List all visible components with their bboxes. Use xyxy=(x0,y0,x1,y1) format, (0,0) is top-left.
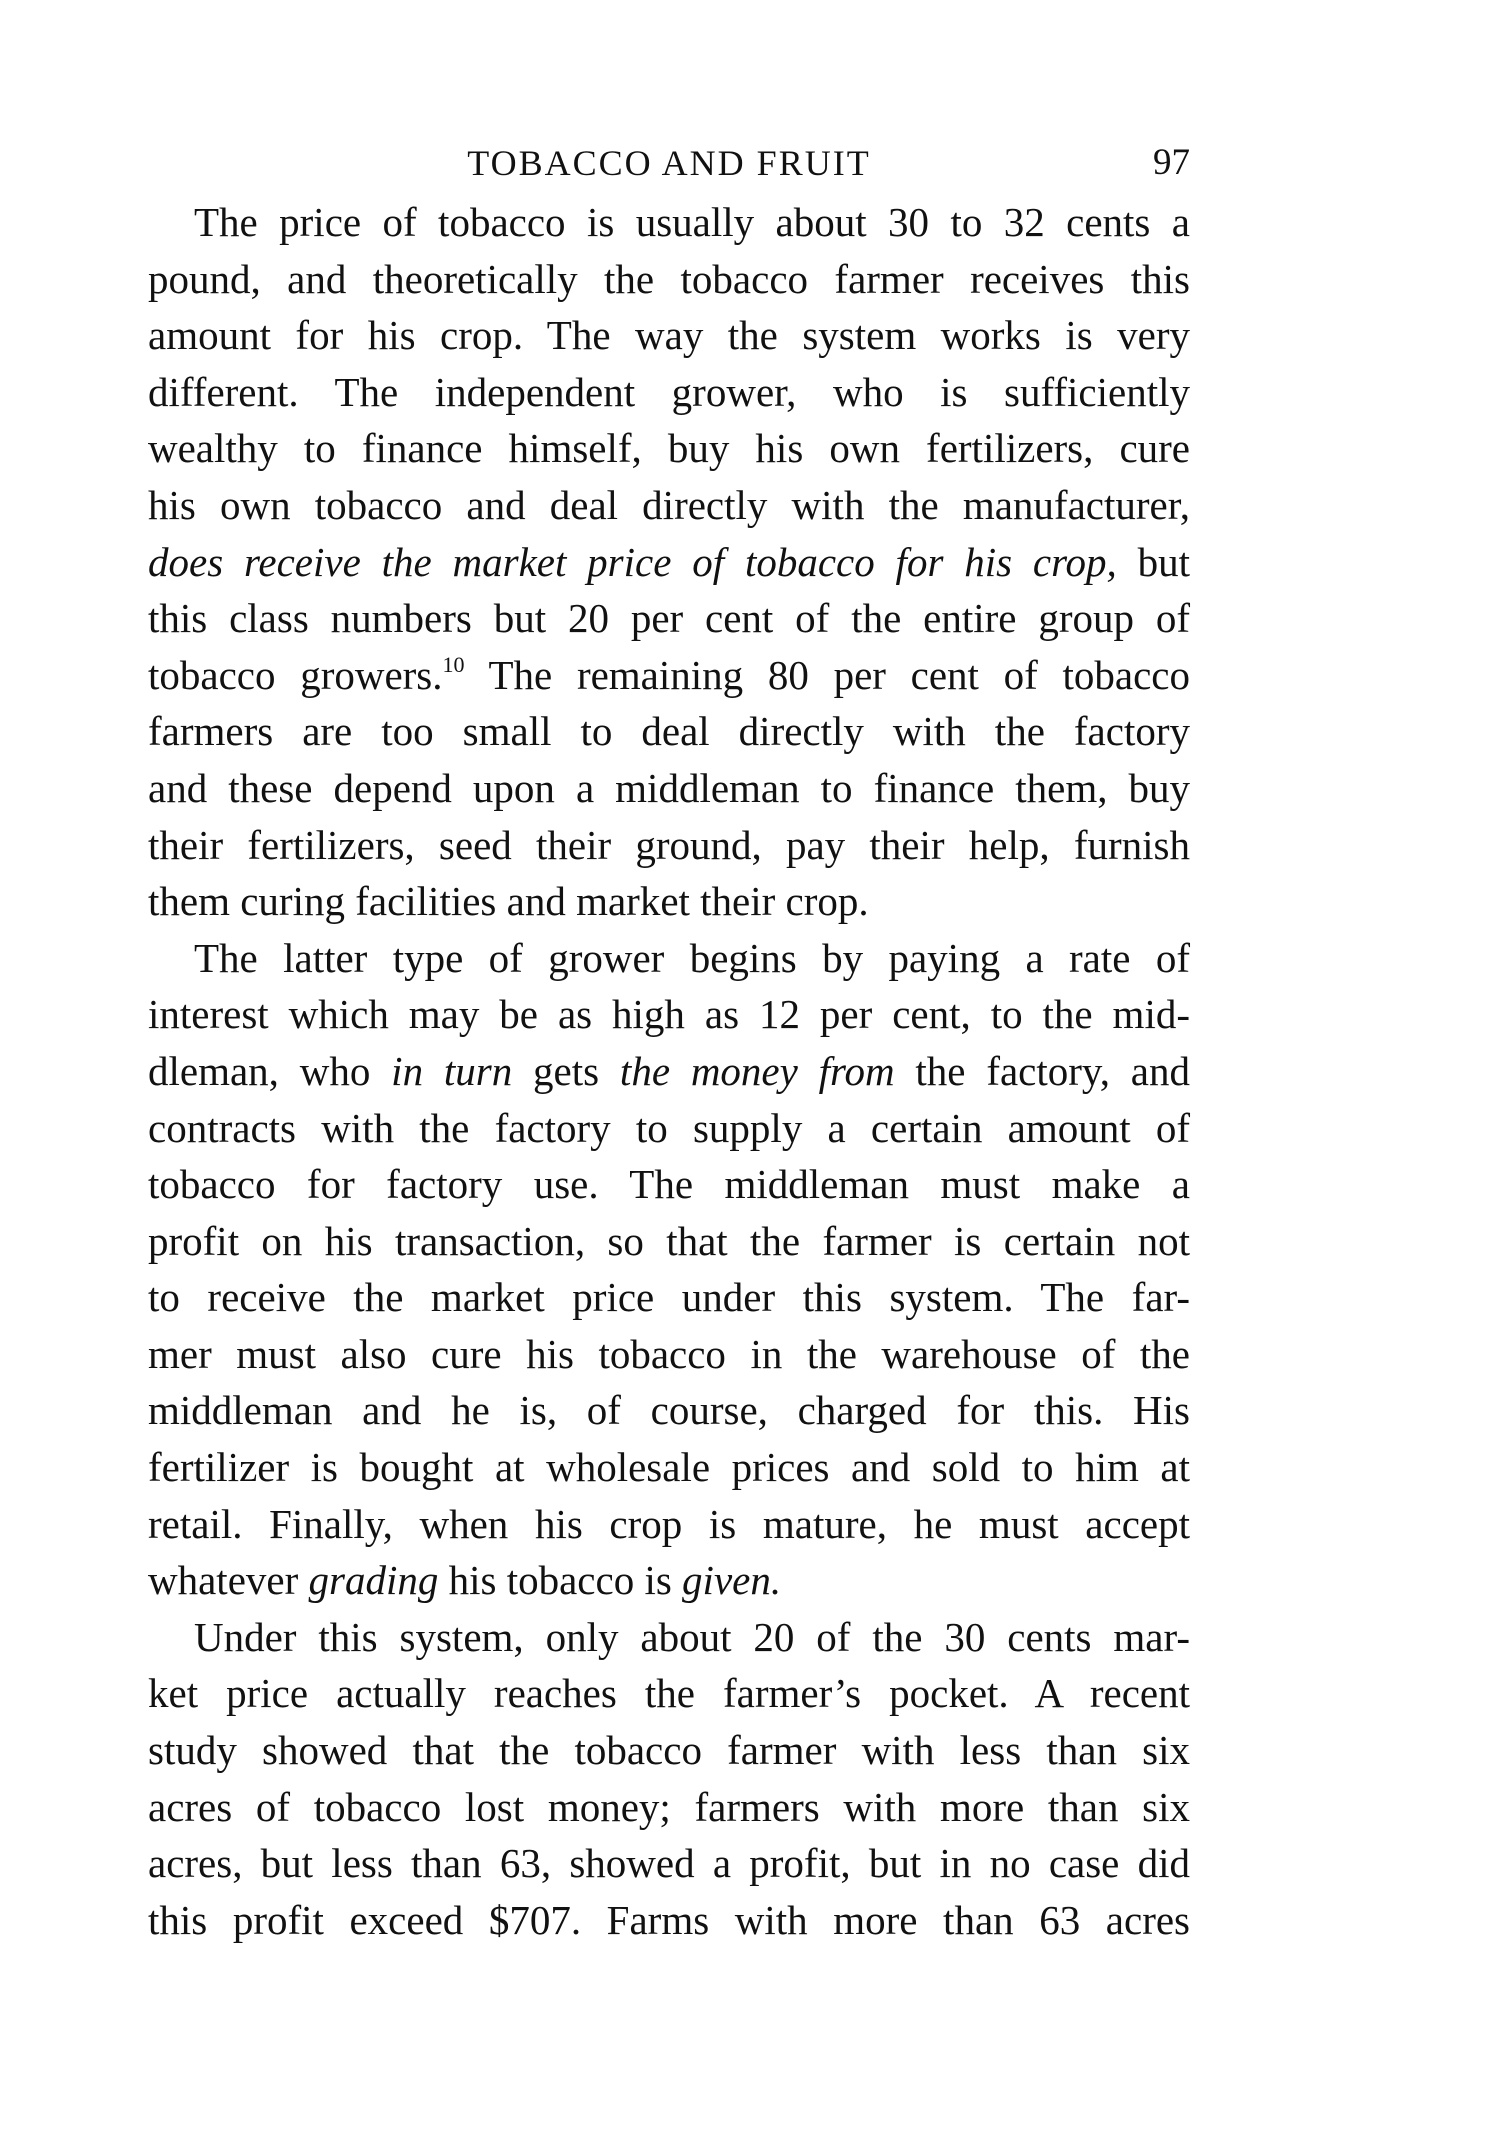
text-run: to receive the market price under this system. The far- xyxy=(148,1274,1190,1321)
text-line xyxy=(148,477,1190,534)
text-line xyxy=(148,590,1190,647)
text-run: profit on his transaction, so that the farmer is certain not xyxy=(148,1217,1190,1264)
text-run: Under this system, only about 20 of the 30 cents mar- xyxy=(194,1613,1190,1660)
text-run: middleman and he is, of course, charged for this. His xyxy=(148,1387,1190,1434)
text-run: grading xyxy=(308,1557,439,1604)
text-run: contracts with the factory to supply a certain amount of xyxy=(148,1104,1190,1151)
text-run: tobacco for factory use. The middleman must make a xyxy=(148,1161,1190,1208)
page-number: 97 xyxy=(1153,142,1190,183)
text-line xyxy=(148,420,1190,477)
text-run: but xyxy=(1116,538,1190,585)
text-line xyxy=(148,930,1190,987)
text-run: their fertilizers, seed their ground, pay their help, furnish xyxy=(148,821,1190,868)
text-run: the factory, and xyxy=(894,1047,1191,1094)
text-run: his tobacco is xyxy=(438,1557,683,1604)
text-line xyxy=(148,364,1190,421)
text-run: and these depend upon a middleman to finance them, buy xyxy=(148,764,1190,811)
text-run: his own tobacco and deal directly with the manufacturer, xyxy=(148,481,1190,528)
text-line xyxy=(148,307,1190,364)
text-run: interest which may be as high as 12 per cent, to the mid- xyxy=(148,991,1190,1038)
text-line xyxy=(148,986,1190,1043)
text-line xyxy=(148,1326,1190,1383)
text-line xyxy=(148,1835,1190,1892)
text-line xyxy=(148,1100,1190,1157)
text-line xyxy=(148,817,1190,874)
body-text xyxy=(148,194,1190,1948)
text-line xyxy=(148,1382,1190,1439)
text-line xyxy=(148,194,1190,251)
text-run: The price of tobacco is usually about 30 to 32 cents a xyxy=(194,199,1190,245)
text-run: ket price actually reaches the farmer’s pocket. A recent xyxy=(148,1670,1190,1717)
paragraph xyxy=(148,930,1190,1609)
text-line xyxy=(148,1213,1190,1270)
paragraph xyxy=(148,1609,1190,1949)
text-line xyxy=(148,703,1190,760)
text-line xyxy=(148,760,1190,817)
running-title: TOBACCO AND FRUIT xyxy=(467,143,871,183)
footnote-marker: 10 xyxy=(442,651,465,677)
text-run: gets xyxy=(512,1047,620,1094)
text-line xyxy=(148,1665,1190,1722)
text-run: study showed that the tobacco farmer with less than six xyxy=(148,1727,1190,1774)
text-run: this class numbers but 20 per cent of the entire group of xyxy=(148,595,1190,642)
text-line xyxy=(148,1552,1190,1609)
text-run: in turn xyxy=(391,1047,513,1094)
text-run: this profit exceed $707. Farms with more than 63 acres xyxy=(148,1896,1190,1943)
text-line xyxy=(148,1496,1190,1553)
text-line xyxy=(148,534,1190,591)
text-run: amount for his crop. The way the system works is very xyxy=(148,312,1190,359)
text-line xyxy=(148,1779,1190,1836)
text-run: given. xyxy=(682,1557,782,1604)
text-run: pound, and theoretically the tobacco farmer receives this xyxy=(148,255,1190,302)
text-run: The remaining 80 per cent of tobacco xyxy=(464,651,1190,698)
text-run: tobacco growers. xyxy=(148,651,443,698)
text-run: different. The independent grower, who is sufficiently xyxy=(148,368,1190,415)
text-run: acres of tobacco lost money; farmers with more than six xyxy=(148,1783,1190,1830)
text-run: does receive the market price of tobacco for his crop, xyxy=(148,538,1117,585)
text-run: dleman, who xyxy=(148,1047,392,1094)
text-line xyxy=(148,1439,1190,1496)
text-run: the money from xyxy=(619,1047,895,1094)
running-head xyxy=(148,138,1190,188)
text-run: mer must also cure his tobacco in the warehouse of the xyxy=(148,1330,1190,1377)
text-line xyxy=(148,251,1190,308)
text-line xyxy=(148,1156,1190,1213)
text-line xyxy=(148,1892,1190,1949)
text-run: whatever xyxy=(148,1557,309,1604)
text-run: The latter type of grower begins by paying a rate of xyxy=(194,934,1190,981)
text-run: fertilizer is bought at wholesale prices and sold to him at xyxy=(148,1444,1190,1491)
text-run: them curing facilities and market their crop. xyxy=(148,878,869,925)
text-line xyxy=(148,1722,1190,1779)
text-line xyxy=(148,873,1190,930)
text-run: farmers are too small to deal directly with the factory xyxy=(148,708,1190,755)
text-line xyxy=(148,1043,1190,1100)
text-line xyxy=(148,1269,1190,1326)
text-run: wealthy to finance himself, buy his own fertilizers, cure xyxy=(148,425,1190,472)
text-run: acres, but less than 63, showed a profit, but in no case did xyxy=(148,1840,1190,1887)
text-run: retail. Finally, when his crop is mature, he must accept xyxy=(148,1500,1190,1547)
paragraph xyxy=(148,194,1190,930)
text-line xyxy=(148,1609,1190,1666)
text-line xyxy=(148,647,1190,704)
